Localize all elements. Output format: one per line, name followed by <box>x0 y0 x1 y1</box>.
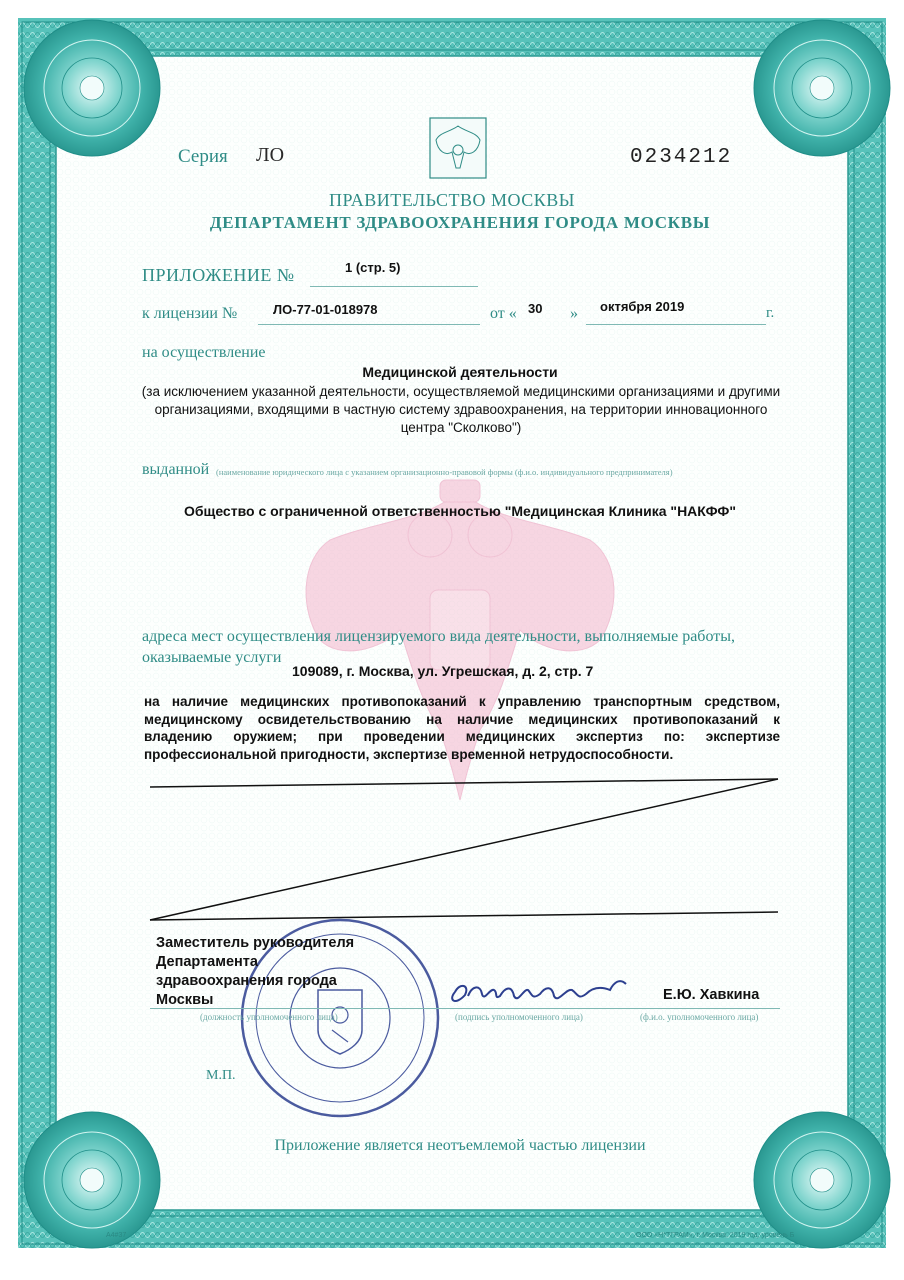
signer-name: Е.Ю. Хавкина <box>663 987 760 1003</box>
appendix-number: 1 (стр. 5) <box>345 260 401 275</box>
year-suffix: г. <box>766 305 775 321</box>
corner-rosette-bottom-right <box>754 1112 890 1248</box>
activity-label: на осуществление <box>142 344 266 361</box>
date-from-label: от « <box>490 305 517 322</box>
organization-name: Общество с ограниченной ответственностью "Медицинская Клиника "НАКФФ" <box>183 503 736 519</box>
coat-of-arms-icon <box>430 118 486 178</box>
signer-position-line4: Москвы <box>156 992 214 1008</box>
license-form-number: 0234212 <box>630 146 733 169</box>
series-value: ЛО <box>256 144 285 166</box>
corner-rosette-top-left <box>24 20 160 156</box>
caption-position: (должность уполномоченного лица) <box>200 1012 338 1022</box>
series-label: Серия <box>178 146 228 167</box>
address-label-line2: оказываемые услуги <box>142 649 282 666</box>
appendix-statement: Приложение является неотъемлемой частью лицензии <box>274 1137 646 1154</box>
issued-label: выданной <box>142 461 210 478</box>
activity-title: Медицинской деятельности <box>362 364 558 380</box>
caption-signature: (подпись уполномоченного лица) <box>455 1012 583 1022</box>
printer-info: ООО «Н*ТГРАМ», г. Москва, 2019 год, уровень Б <box>636 1232 795 1239</box>
seal-place-label: М.П. <box>206 1068 236 1083</box>
address-label-line1: адреса мест осуществления лицензируемого вида деятельности, выполняемые работы, <box>142 628 735 645</box>
services-text: на наличие медицинских противопоказаний к управлению транспортным средством, медицинскому освидетельствованию на наличие медицинских противопоказаний к владению оружием; при проведении медицинских экспертиз по: экспертизе профессиональной пригодности, экспертизе временной нетрудоспособности. <box>144 694 780 762</box>
issued-caption: (наименование юридического лица с указанием организационно-правовой формы (ф.и.о. индивидуального предпринимателя) <box>216 467 673 477</box>
government-title: ПРАВИТЕЛЬСТВО МОСКВЫ <box>328 190 575 210</box>
license-month-year: октября 2019 <box>600 299 685 314</box>
appendix-label: ПРИЛОЖЕНИЕ № <box>142 265 295 285</box>
license-day: 30 <box>528 301 543 316</box>
activity-note: (за исключением указанной деятельности, осуществляемой медицинскими организациями и другими организациями, входящими в частную систему здравоохранения, на территории инновационного центра "Сколково") <box>141 384 781 435</box>
signer-position-line1: Заместитель руководителя <box>156 935 355 951</box>
corner-rosette-bottom-left <box>24 1112 160 1248</box>
date-quote-close: » <box>570 305 578 322</box>
signer-position-line2: Департамента <box>156 954 258 970</box>
corner-rosette-top-right <box>754 20 890 156</box>
license-number: ЛО-77-01-018978 <box>273 302 378 317</box>
form-code: А4#37 <box>106 1232 127 1239</box>
department-title: ДЕПАРТАМЕНТ ЗДРАВООХРАНЕНИЯ ГОРОДА МОСКВЫ <box>209 213 711 232</box>
signer-position-line3: здравоохранения города <box>156 973 337 989</box>
caption-name: (ф.и.о. уполномоченного лица) <box>640 1012 759 1022</box>
address-value: 109089, г. Москва, ул. Угрешская, д. 2, стр. 7 <box>292 663 594 679</box>
license-label: к лицензии № <box>142 305 238 322</box>
